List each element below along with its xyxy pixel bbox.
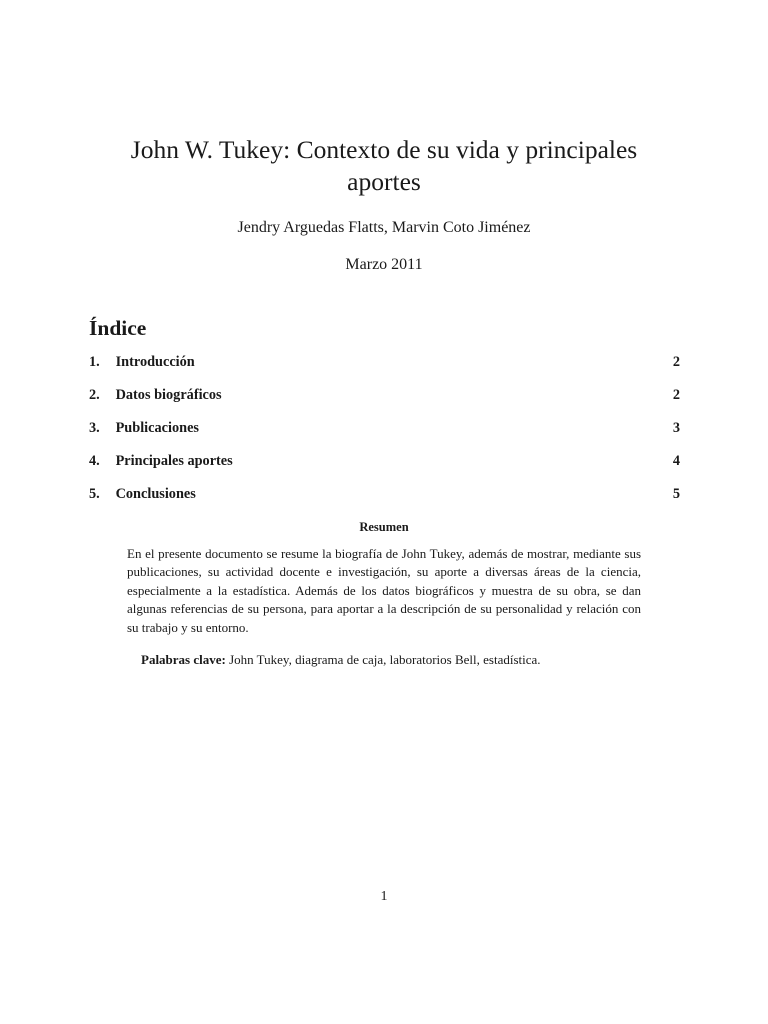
document-authors: Jendry Arguedas Flatts, Marvin Coto Jiménez <box>237 219 531 236</box>
toc-entry-number: 4. <box>89 453 100 469</box>
abstract-body: En el presente documento se resume la biografía de John Tukey, además de mostrar, mediante sus publicaciones, su actividad docente e investigación, su aporte a diversas áreas de la ciencia, especialmente a la estadística. Además de los datos biográficos y muestra de su obra, se dan algunas referencias de su persona, para aportar a la descripción de su personalidad y relación con su trabajo y su entorno. <box>127 546 641 635</box>
toc-entry-label: Conclusiones <box>115 486 196 502</box>
toc-entry-label: Principales aportes <box>115 453 233 469</box>
toc-entry-introduccion[interactable] <box>89 352 680 385</box>
table-of-contents <box>89 352 680 517</box>
toc-entry-title <box>89 418 199 438</box>
page-number: 1 <box>380 889 388 904</box>
toc-entry-page: 2 <box>672 354 680 370</box>
toc-entry-datos-biograficos[interactable] <box>89 385 680 418</box>
abstract-heading: Resumen <box>359 520 409 534</box>
toc-entry-number: 3. <box>89 420 100 436</box>
keywords-label: Palabras clave: <box>141 652 226 667</box>
toc-entry-title <box>89 352 195 372</box>
toc-entry-page: 3 <box>672 420 680 436</box>
toc-entry-page: 4 <box>672 453 680 469</box>
toc-entry-number: 5. <box>89 486 100 502</box>
keywords-text: John Tukey, diagrama de caja, laboratorios Bell, estadística. <box>229 652 541 667</box>
keywords <box>141 651 641 669</box>
toc-entry-conclusiones[interactable] <box>89 484 680 517</box>
toc-entry-label: Datos biográficos <box>115 387 222 403</box>
toc-entry-publicaciones[interactable] <box>89 418 680 451</box>
document-date: Marzo 2011 <box>345 256 423 273</box>
toc-entry-label: Publicaciones <box>115 420 199 436</box>
toc-entry-number: 2. <box>89 387 100 403</box>
toc-entry-principales-aportes[interactable] <box>89 451 680 484</box>
toc-entry-title <box>89 385 222 405</box>
toc-entry-title <box>89 451 233 471</box>
toc-entry-number: 1. <box>89 354 100 370</box>
toc-entry-label: Introducción <box>115 354 195 370</box>
toc-heading: Índice <box>89 316 147 340</box>
toc-entry-title <box>89 484 196 504</box>
toc-entry-page: 5 <box>672 486 680 502</box>
document-title: John W. Tukey: Contexto de su vida y principales aportes <box>130 135 638 196</box>
toc-entry-page: 2 <box>672 387 680 403</box>
